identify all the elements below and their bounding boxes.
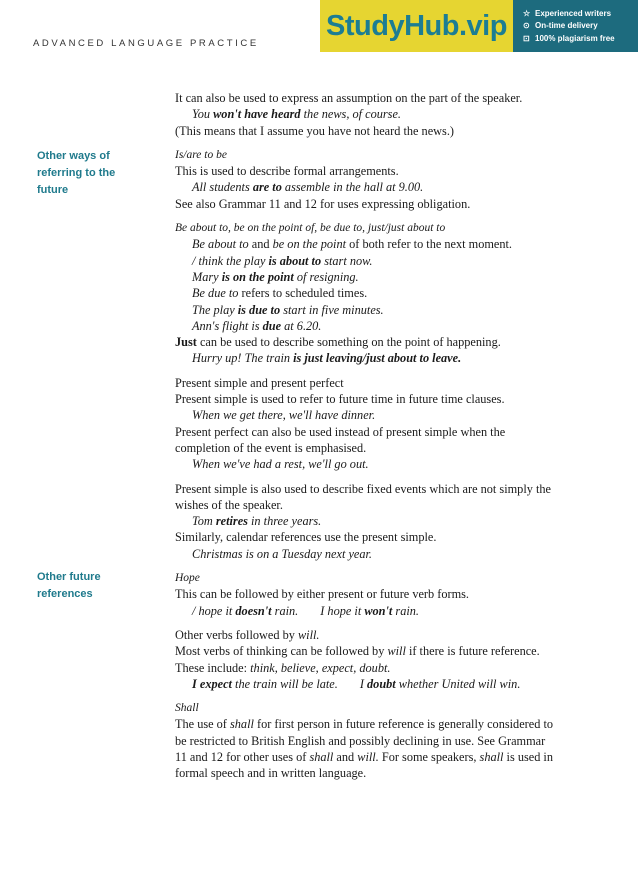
- text-line: See also Grammar 11 and 12 for uses expressing obligation.: [175, 196, 471, 211]
- section-heading: Present simple and present perfect: [175, 375, 344, 390]
- section-heading: Be about to, be on the point of, be due to, just/just about to: [175, 222, 446, 235]
- example-line: The play is due to start in five minutes.: [192, 302, 384, 317]
- text-line: It can also be used to express an assumption on the part of the speaker.: [175, 91, 523, 105]
- perk-label: Experienced writers: [535, 8, 612, 18]
- section-heading: Is/are to be: [175, 148, 227, 161]
- text-line: Be about to and be on the point of both refer to the next moment.: [192, 237, 513, 252]
- text-line: be restricted to British English and possibly declining in use. See Grammar: [175, 733, 546, 748]
- perk-item: [523, 32, 638, 45]
- sidebar-line: Other ways of: [37, 150, 110, 162]
- sidebar-heading-future-ways: [37, 148, 115, 199]
- text-line: wishes of the speaker.: [175, 497, 283, 512]
- text-line: The use of shall for first person in future reference is generally considered to: [175, 717, 554, 732]
- perk-label: 100% plagiarism free: [535, 33, 615, 43]
- shield-icon: ⊡: [523, 33, 530, 43]
- text-line: Be due to refers to scheduled times.: [192, 286, 368, 301]
- text-line: These include: think, believe, expect, doubt.: [175, 660, 391, 675]
- example-line: When we get there, we'll have dinner.: [192, 408, 376, 423]
- example-line: Mary is on the point of resigning.: [192, 269, 359, 284]
- example-line: / think the play is about to start now.: [192, 253, 373, 268]
- text-line: formal speech and in written language.: [175, 766, 367, 781]
- text-line: This is used to describe formal arrangements.: [175, 164, 399, 179]
- clock-icon: ⊙: [523, 21, 530, 31]
- perk-item: [523, 20, 638, 33]
- text-line: 11 and 12 for other uses of shall and will. For some speakers, shall is used in: [175, 749, 553, 764]
- text-line: This can be followed by either present or future verb forms.: [175, 587, 470, 602]
- page-header-title: ADVANCED LANGUAGE PRACTICE: [33, 38, 259, 49]
- sidebar-line: Other future: [37, 571, 101, 583]
- example-line: Tom retires in three years.: [192, 514, 322, 529]
- example-line: All students are to assemble in the hall at 9.00.: [192, 180, 424, 195]
- sidebar-line: referring to the: [37, 167, 116, 179]
- example-line: You won't have heard the news, of course.: [192, 107, 401, 122]
- sidebar-heading-future-refs: [37, 569, 101, 603]
- perk-item: [523, 7, 638, 20]
- main-content: [175, 90, 585, 782]
- studyhub-banner[interactable]: [320, 0, 638, 52]
- text-line: Other verbs followed by will.: [175, 627, 320, 642]
- perk-label: On-time delivery: [535, 21, 598, 31]
- sidebar-line: references: [37, 588, 93, 600]
- perks-list: [513, 0, 638, 52]
- section-heading: Hope: [175, 572, 200, 585]
- example-line: / hope it doesn't rain. I hope it won't rain.: [192, 603, 420, 618]
- example-line: When we've had a rest, we'll go out.: [192, 457, 369, 472]
- text-line: Similarly, calendar references use the present simple.: [175, 530, 437, 545]
- example-line: Hurry up! The train is just leaving/just about to leave.: [192, 351, 462, 366]
- text-line: (This means that I assume you have not heard the news.): [175, 123, 454, 138]
- text-line: Present perfect can also be used instead of present simple when the: [175, 424, 506, 439]
- example-line: I expect the train will be late. I doubt whether United will win.: [192, 676, 521, 691]
- text-line: Just can be used to describe something on the point of happening.: [175, 335, 501, 350]
- example-line: Christmas is on a Tuesday next year.: [192, 546, 373, 561]
- text-line: Present simple is also used to describe fixed events which are not simply the: [175, 481, 551, 496]
- studyhub-logo[interactable]: StudyHub.vip: [320, 0, 513, 52]
- text-line: completion of the event is emphasised.: [175, 440, 367, 455]
- sidebar-line: future: [37, 184, 69, 196]
- section-heading: Shall: [175, 702, 199, 715]
- example-line: Ann's flight is due at 6.20.: [192, 318, 322, 333]
- star-icon: ☆: [523, 8, 531, 18]
- text-line: Most verbs of thinking can be followed by will if there is future reference.: [175, 644, 540, 659]
- text-line: Present simple is used to refer to future time in future time clauses.: [175, 392, 505, 407]
